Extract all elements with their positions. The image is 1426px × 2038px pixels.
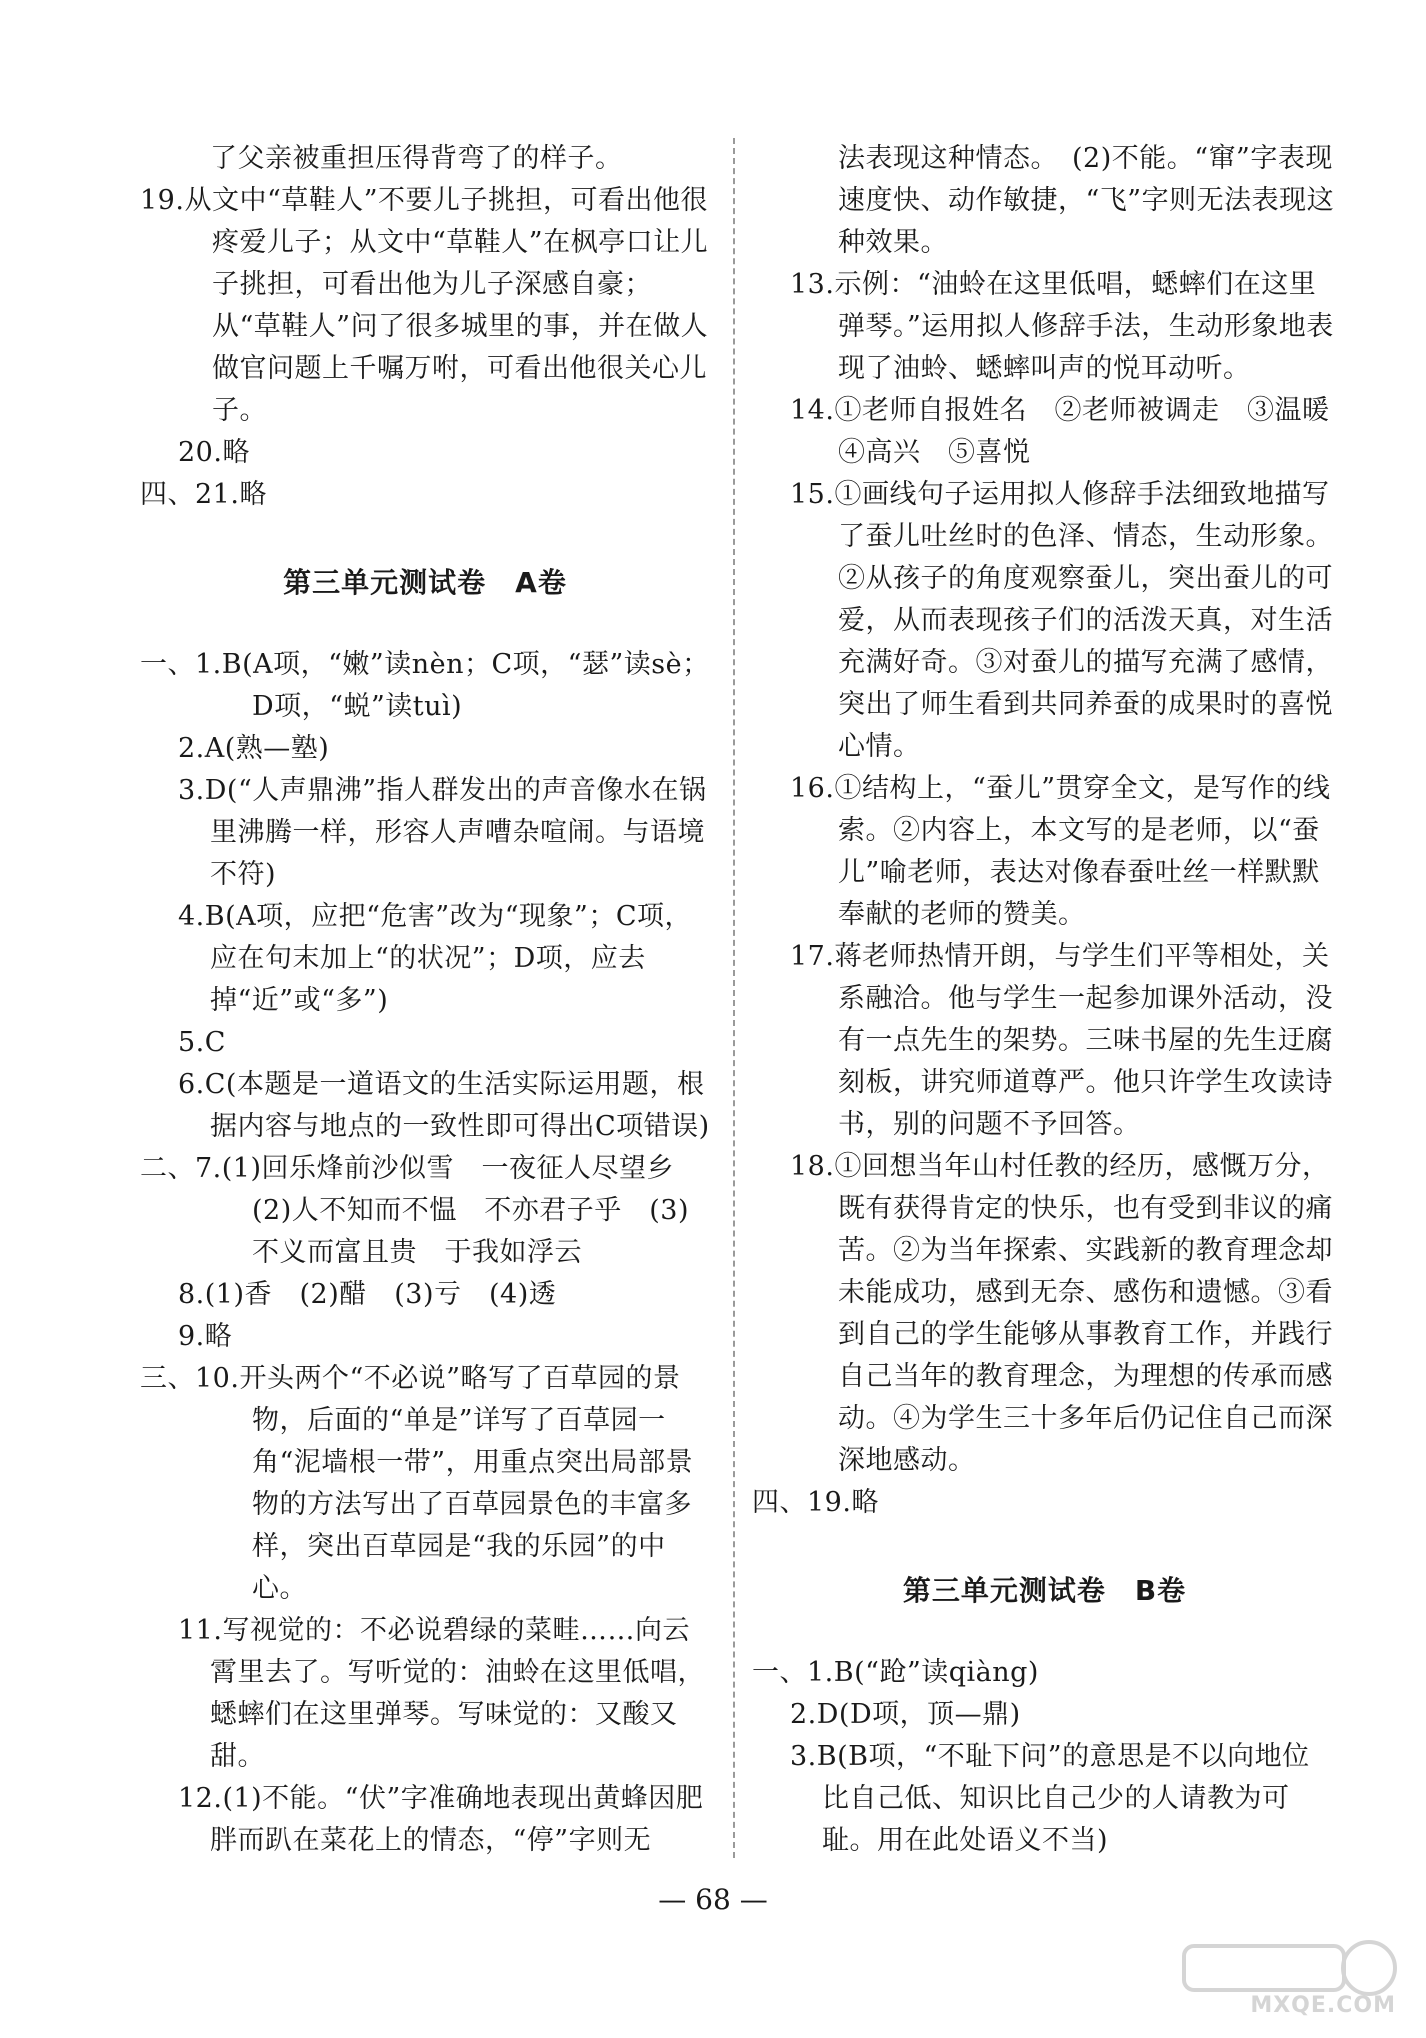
answer-item-a12-cont: 法表现这种情态。 (2)不能。“窜”字表现速度快、动作敏捷，“飞”字则无法表现这种效果。	[838, 143, 1335, 258]
answer-item-a18: 18.①回想当年山村任教的经历，感慨万分，既有获得肯定的快乐，也有受到非议的痛苦。②为当年探索、实践新的教育理念却未能成功，感到无奈、感伤和遗憾。③看到自己的学生能够从事教育工作，并践行自己当年的教育理念，为理想的传承而感动。④为学生三十多年后仍记住自己而深深地感动。	[790, 1151, 1333, 1476]
watermark-logo	[1154, 1932, 1404, 2024]
answer-item-a15: 15.①画线句子运用拟人修辞手法细致地描写了蚕儿吐丝时的色泽、情态，生动形象。②从孩子的角度观察蚕儿，突出蚕儿的可爱，从而表现孩子们的活泼天真，对生活充满好奇。③对蚕儿的描写充满了感情，突出了师生看到共同养蚕的成果时的喜悦心情。	[790, 479, 1333, 762]
answer-item-a1: 一、1.B(A项，“嫩”读nèn；C项，“瑟”读sè；D项，“蜕”读tuì)	[140, 649, 710, 722]
answer-item-20: 20.略	[178, 437, 250, 468]
watermark-text: MXQE.COM	[1250, 1993, 1396, 2018]
answer-item-a3: 3.D(“人声鼎沸”指人群发出的声音像水在锅里沸腾一样，形容人声嘈杂喧闹。与语境不符)	[178, 775, 707, 890]
section-b-title: 第三单元测试卷 B卷	[902, 1574, 1187, 1607]
answer-item-b1: 一、1.B(“跄”读qiàng)	[752, 1657, 1039, 1688]
answer-item-b2: 2.D(D项，顶—鼎)	[790, 1699, 1021, 1730]
answer-item-21: 四、21.略	[140, 479, 267, 510]
answer-item-a16: 16.①结构上，“蚕儿”贯穿全文，是写作的线索。②内容上，本文写的是老师，以“蚕儿”喻老师，表达对像春蚕吐丝一样默默奉献的老师的赞美。	[790, 773, 1331, 930]
answer-item-a7: 二、7.(1)回乐烽前沙似雪 一夜征人尽望乡 (2)人不知而不愠 不亦君子乎 (3)不义而富且贵 于我如浮云	[140, 1153, 702, 1268]
section-a-title: 第三单元测试卷 A卷	[283, 566, 567, 599]
answer-item-a8: 8.(1)香 (2)醋 (3)亏 (4)透	[178, 1279, 557, 1310]
answer-item-a11: 11.写视觉的：不必说碧绿的菜畦……向云霄里去了。写听觉的：油蛉在这里低唱，蟋蟀们在这里弹琴。写味觉的：又酸又甜。	[178, 1615, 705, 1772]
page-number: — 68 —	[658, 1883, 768, 1916]
answer-item-a2: 2.A(熟—塾)	[178, 733, 330, 764]
answer-item-a12: 12.(1)不能。“伏”字准确地表现出黄蜂因肥胖而趴在菜花上的情态，“停”字则无	[178, 1783, 704, 1856]
answer-item-a19: 四、19.略	[752, 1487, 879, 1518]
column-divider	[733, 138, 735, 1858]
answer-item-19: 19.从文中“草鞋人”不要儿子挑担，可看出他很疼爱儿子；从文中“草鞋人”在枫亭口让儿子挑担，可看出他为儿子深感自豪；从“草鞋人”问了很多城里的事，并在做人做官问题上千嘱万咐，可看出他很关心儿子。	[140, 185, 709, 426]
answer-item-a9: 9.略	[178, 1321, 233, 1352]
answer-item-a10: 三、10.开头两个“不必说”略写了百草园的景物，后面的“单是”详写了百草园一角“泥墙根一带”，用重点突出局部景物的方法写出了百草园景色的丰富多样，突出百草园是“我的乐园”的中心。	[140, 1363, 694, 1604]
answer-item-a14: 14.①老师自报姓名 ②老师被调走 ③温暖 ④高兴 ⑤喜悦	[790, 395, 1357, 468]
answer-line: 了父亲被重担压得背弯了的样子。	[210, 143, 623, 174]
answer-item-a13: 13.示例：“油蛉在这里低唱，蟋蟀们在这里弹琴。”运用拟人修辞手法，生动形象地表现了油蛉、蟋蟀叫声的悦耳动听。	[790, 269, 1334, 384]
answer-item-a17: 17.蒋老师热情开朗，与学生们平等相处，关系融洽。他与学生一起参加课外活动，没有一点先生的架势。三味书屋的先生迂腐刻板，讲究师道尊严。他只许学生攻读诗书，别的问题不予回答。	[790, 941, 1333, 1140]
answer-item-b3: 3.B(B项，“不耻下问”的意思是不以向地位比自己低、知识比自己少的人请教为可耻。用在此处语义不当)	[790, 1741, 1310, 1856]
right-column	[752, 138, 1357, 1862]
answer-item-a6: 6.C(本题是一道语文的生活实际运用题，根据内容与地点的一致性即可得出C项错误)	[178, 1069, 710, 1142]
answer-item-a5: 5.C	[178, 1027, 226, 1058]
answer-item-a4: 4.B(A项，应把“危害”改为“现象”；C项，应在句末加上“的状况”；D项，应去掉“近”或“多”)	[178, 901, 693, 1016]
left-column	[140, 138, 710, 1862]
